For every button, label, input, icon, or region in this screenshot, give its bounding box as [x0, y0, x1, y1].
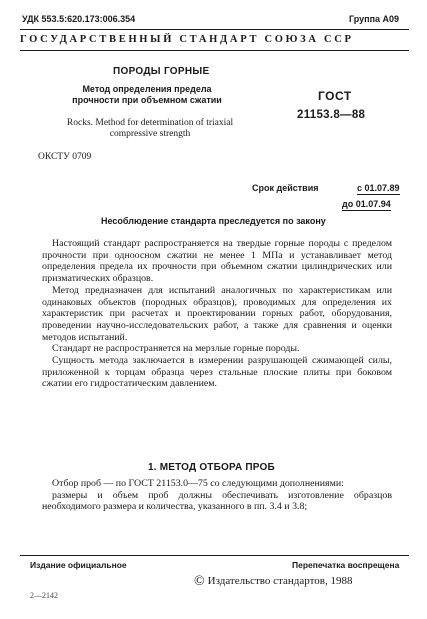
- section-title: 1. МЕТОД ОТБОРА ПРОБ: [148, 462, 275, 473]
- validity-to: до 01.07.94: [342, 199, 391, 209]
- okstu-code: ОКСТУ 0709: [38, 152, 92, 162]
- legal-notice: Несоблюдение стандарта преследуется по закону: [101, 216, 326, 226]
- group-code: Группа А09: [349, 14, 400, 24]
- reprint-notice: Перепечатка воспрещена: [292, 560, 400, 570]
- heading-rule: [20, 50, 409, 51]
- document-subtitle-ru: Метод определения предела прочности при объемном сжатии: [72, 84, 222, 105]
- official-edition: Издание официальное: [30, 560, 127, 570]
- copyright-icon: ©: [194, 574, 205, 589]
- intro-paragraph: Сущность метода заключается в измерении разрушающей сжимающей силы, приложенной к торцам образца через стальные плоские плиты при боковом сжатии его гидростатическим давлением.: [42, 355, 392, 390]
- intro-paragraph: Настоящий стандарт распространяется на твердые горные породы с пределом прочности при одноосном сжатии не менее 1 МПа и устанавливает метод определения предела их прочности при объемном сжатии цилиндрических или призматических образцов.: [42, 238, 392, 285]
- copyright-line: [194, 574, 352, 590]
- footer-rule: [20, 555, 409, 556]
- page-code: 2—2142: [30, 591, 58, 600]
- section-paragraph: размеры и объем проб должны обеспечивать изготовление образцов необходимого размера и количества, указанного в пп. 3.4 и 3.8;: [42, 489, 392, 513]
- section-text: [42, 478, 392, 513]
- standard-heading: ГОСУДАРСТВЕННЫЙ СТАНДАРТ СОЮЗА ССР: [20, 34, 354, 45]
- top-rule: [20, 29, 409, 30]
- section-paragraph: Отбор проб — по ГОСТ 21153.0—75 со следующими дополнениями:: [52, 478, 344, 489]
- document-title: ПОРОДЫ ГОРНЫЕ: [113, 66, 210, 77]
- validity-label: Срок действия: [252, 183, 319, 193]
- document-subtitle-en: Rocks. Method for determination of triaxial compressive strength: [66, 118, 234, 139]
- validity-from: с 01.07.89: [357, 183, 400, 193]
- gost-label: ГОСТ: [318, 89, 352, 103]
- intro-paragraph: Стандарт не распространяется на мерзлые горные породы.: [52, 343, 300, 355]
- gost-number: 21153.8—88: [297, 109, 366, 121]
- copyright-text: Издательство стандартов, 1988: [207, 575, 353, 587]
- udk-code: УДК 553.5:620.173:006.354: [22, 14, 136, 24]
- intro-paragraph: Метод предназначен для испытаний аналогичных по характеристикам или одинаковых объектов (породных образцов), проводимых для определения их характеристик при расчетах и проектировании горных работ, оборудования, проведении научно-исследовательских работ, а также для сравнения и оценки методов испытаний.: [42, 284, 392, 343]
- intro-text: [42, 238, 392, 390]
